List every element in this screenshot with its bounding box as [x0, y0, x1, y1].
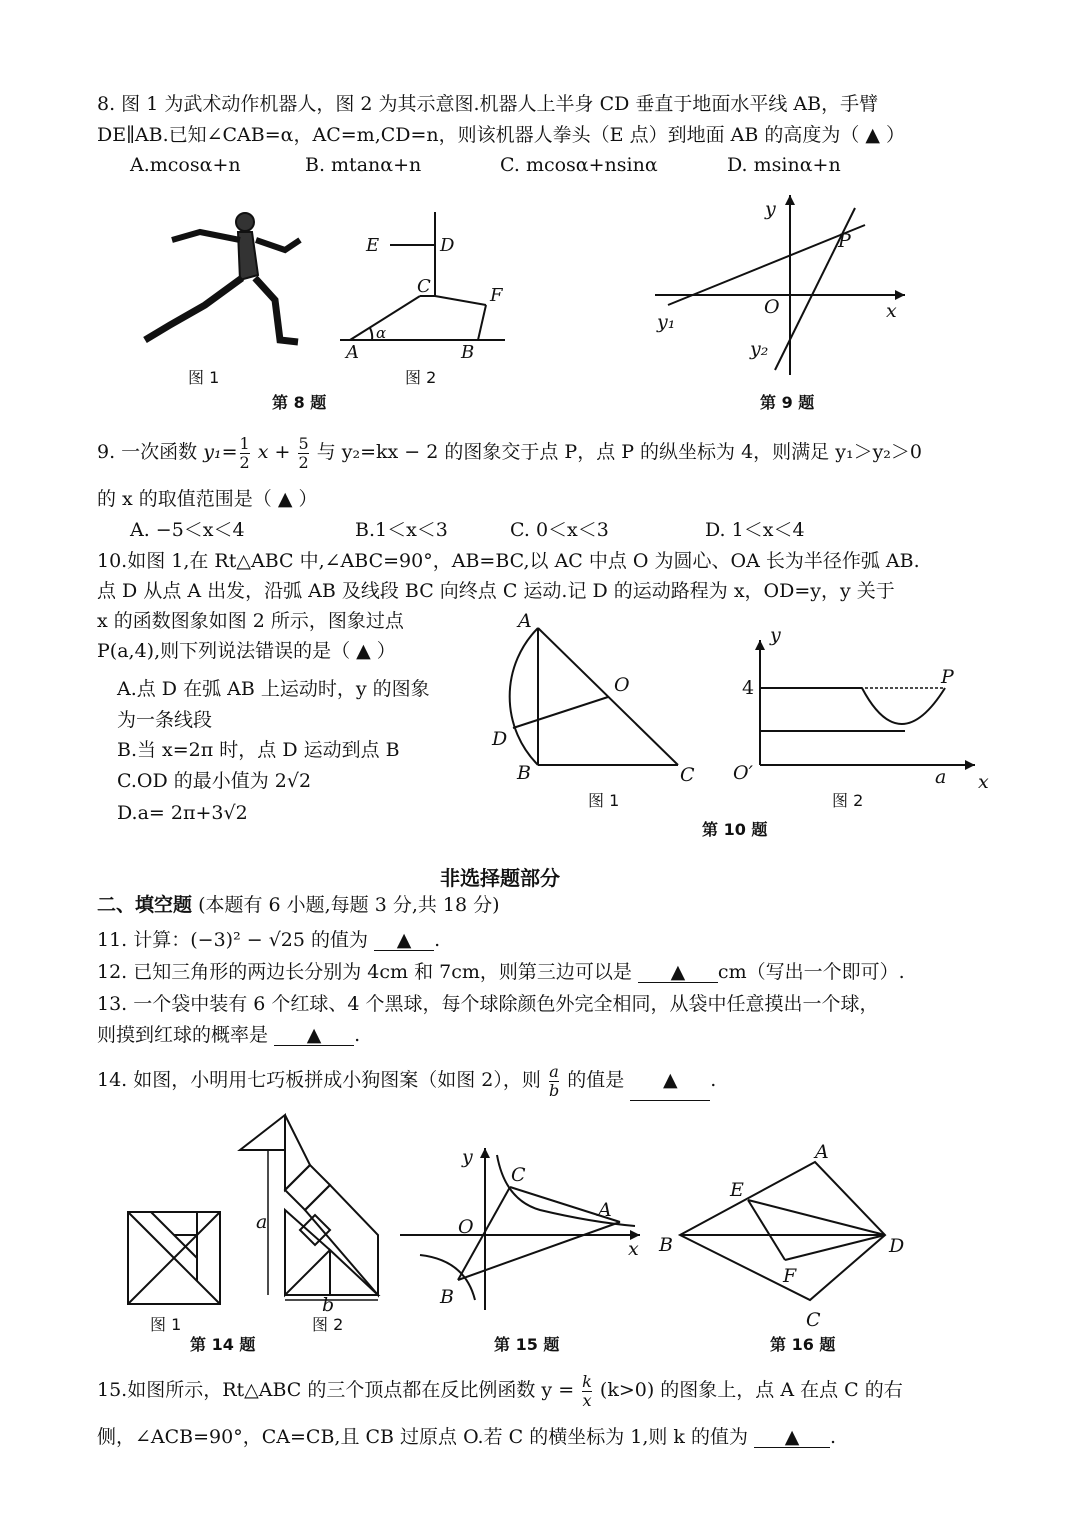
q13-line2 — [97, 1026, 360, 1046]
q9-line1 — [97, 432, 922, 472]
q16-label-e: E — [730, 1179, 744, 1201]
q10-fig1-label-c: C — [680, 764, 695, 786]
q9-option-c: C. 0＜x＜3 — [510, 519, 609, 541]
q14-blank[interactable]: ▲ — [630, 1060, 710, 1101]
q16-label-a: A — [815, 1141, 829, 1163]
q8-label-d: D — [440, 235, 455, 256]
q10-option-b: B.当 x=2π 时，点 D 运动到点 B — [117, 739, 400, 761]
q16-label-c: C — [806, 1309, 821, 1331]
q9-graph — [655, 195, 905, 375]
q8-option-d: D. msinα+n — [727, 154, 841, 176]
q10-fig2-label-y: y — [770, 624, 781, 646]
q9-label-y2: y₂ — [750, 338, 769, 360]
tangram-square — [128, 1212, 220, 1304]
q9-label-y: y — [765, 198, 776, 220]
q16-label-d: D — [889, 1235, 905, 1257]
q14-frac-num: a — [549, 1061, 559, 1081]
q14-prefix: 14. 如图，小明用七巧板拼成小狗图案（如图 2），则 — [97, 1069, 541, 1091]
q8-line1: 8. 图 1 为武术动作机器人，图 2 为其示意图.机器人上半身 CD 垂直于地面水平线 AB，手臂 — [97, 93, 879, 115]
q9-frac1-den: 2 — [239, 452, 250, 472]
q10-fig2-label-x: x — [978, 771, 989, 793]
q15-frac — [582, 1373, 592, 1410]
q15-label-x: x — [628, 1238, 639, 1260]
q15-label-o: O — [458, 1216, 474, 1238]
q10-fig1-label-o: O — [614, 674, 630, 696]
q8-label-e: E — [366, 235, 380, 256]
q13-line1: 13. 一个袋中装有 6 个红球、4 个黑球，每个球除颜色外完全相同，从袋中任意摸出一个球， — [97, 993, 879, 1015]
q9-mid1: x + — [257, 441, 291, 463]
q8-line2: DE∥AB.已知∠CAB=α，AC=m,CD=n，则该机器人拳头（E 点）到地面 AB 的高度为（ ▲ ） — [97, 124, 906, 146]
q10-option-a2: 为一条线段 — [117, 709, 213, 731]
q8-caption: 第 8 题 — [272, 393, 327, 412]
q10-option-a1: A.点 D 在弧 AB 上运动时，y 的图象 — [117, 678, 430, 700]
section-sub-note: (本题有 6 小题,每题 3 分,共 18 分) — [198, 894, 500, 916]
q16-label-b: B — [659, 1234, 673, 1256]
q12-blank[interactable]: ▲ — [638, 963, 718, 983]
q10-figure2 — [755, 640, 975, 770]
q11-text: 11. 计算：(−3)² − √25 的值为 — [97, 929, 369, 951]
q9-label-x: x — [886, 300, 897, 322]
q15-label-y: y — [462, 1146, 473, 1168]
q9-rest: 与 y₂=kx − 2 的图象交于点 P，点 P 的纵坐标为 4，则满足 y₁＞y₂＞0 — [316, 441, 923, 463]
q9-frac2-num: 5 — [298, 433, 309, 453]
q10-fig2-caption: 图 2 — [832, 791, 864, 810]
q8-fig2-caption: 图 2 — [405, 368, 437, 387]
q11-end: . — [434, 929, 441, 951]
q15-end: . — [830, 1426, 837, 1448]
q13-blank[interactable]: ▲ — [274, 1026, 354, 1046]
q9-frac2-den: 2 — [298, 452, 309, 472]
q8-label-alpha: α — [376, 324, 387, 342]
q9-caption: 第 9 题 — [760, 393, 815, 412]
q14-suffix: 的值是 — [567, 1069, 625, 1091]
q15-frac-num: k — [582, 1371, 592, 1391]
q15-blank[interactable]: ▲ — [754, 1428, 830, 1448]
q14-label-a: a — [256, 1211, 268, 1233]
tangram-dog — [240, 1115, 378, 1300]
q9-line2: 的 x 的取值范围是（ ▲ ） — [97, 488, 318, 510]
q15-label-b: B — [440, 1286, 454, 1308]
q8-fig1-caption: 图 1 — [188, 368, 220, 387]
q9-option-d: D. 1＜x＜4 — [705, 519, 805, 541]
q10-fig1-label-b: B — [517, 762, 531, 784]
q9-prefix: 9. 一次函数 — [97, 441, 198, 463]
q12-text: 12. 已知三角形的两边长分别为 4cm 和 7cm，则第三边可以是 — [97, 961, 632, 983]
q15-suffix: (k>0) 的图象上，点 A 在点 C 的右 — [599, 1379, 903, 1401]
q8-label-a: A — [346, 342, 359, 363]
q10-fig2-label-o: O′ — [733, 762, 753, 784]
q10-fig2-label-a: a — [935, 766, 947, 788]
q14-fig1-caption: 图 1 — [150, 1315, 182, 1334]
q10-option-c: C.OD 的最小值为 2√2 — [117, 770, 312, 792]
q15-frac-den: x — [582, 1390, 592, 1410]
q9-y1: y₁= — [203, 441, 238, 463]
section-sub — [97, 896, 500, 915]
q9-frac1-num: 1 — [239, 433, 250, 453]
q11 — [97, 931, 440, 951]
q8-option-b: B. mtanα+n — [305, 154, 422, 176]
q10-fig1-label-a: A — [518, 610, 532, 632]
q10-line1: 10.如图 1,在 Rt△ABC 中,∠ABC=90°，AB=BC,以 AC 中点 O 为圆心、OA 长为半径作弧 AB. — [97, 550, 920, 572]
q9-option-b: B.1＜x＜3 — [355, 519, 448, 541]
q10-line4: P(a,4),则下列说法错误的是（ ▲ ） — [97, 640, 396, 662]
q15-prefix: 15.如图所示，Rt△ABC 的三个顶点都在反比例函数 y = — [97, 1379, 575, 1401]
q12-end: cm（写出一个即可）. — [717, 961, 905, 983]
q9-frac2 — [298, 435, 308, 472]
q10-caption: 第 10 题 — [702, 820, 768, 839]
q10-option-d: D.a= 2π+3√2 — [117, 802, 248, 824]
q15-line2 — [97, 1428, 836, 1448]
robot-figure — [145, 213, 300, 342]
q14 — [97, 1060, 716, 1101]
q15-text: 侧，∠ACB=90°，CA=CB,且 CB 过原点 O.若 C 的横坐标为 1,则 k 的值为 — [97, 1426, 748, 1448]
q9-label-p: P — [838, 230, 851, 252]
q14-caption: 第 14 题 — [190, 1335, 256, 1354]
q10-fig2-label-4: 4 — [742, 677, 755, 699]
q14-label-b: b — [322, 1294, 335, 1316]
q10-fig1-caption: 图 1 — [588, 791, 620, 810]
q13-end: . — [354, 1024, 361, 1046]
q10-line2: 点 D 从点 A 出发，沿弧 AB 及线段 BC 向终点 C 运动.记 D 的运动路程为 x，OD=y，y 关于 — [97, 580, 895, 602]
q13-text: 则摸到红球的概率是 — [97, 1024, 269, 1046]
section-title: 非选择题部分 — [440, 866, 560, 890]
q14-frac-den: b — [548, 1080, 560, 1100]
q11-blank[interactable]: ▲ — [374, 931, 434, 951]
q14-frac — [549, 1063, 559, 1100]
q10-fig2-label-p: P — [941, 666, 954, 688]
q8-label-f: F — [490, 285, 503, 306]
q15-line1 — [97, 1370, 903, 1410]
q9-label-o: O — [764, 296, 780, 318]
q8-option-a: A.mcosα+n — [130, 154, 241, 176]
q15-caption: 第 15 题 — [494, 1335, 560, 1354]
section-sub-title: 二、填空题 — [97, 894, 193, 916]
q15-label-a: A — [598, 1199, 612, 1221]
q9-label-y1: y₁ — [657, 311, 676, 333]
q10-fig1-label-d: D — [492, 728, 508, 750]
q8-option-c: C. mcosα+nsinα — [500, 154, 658, 176]
q12 — [97, 963, 905, 983]
q16-label-f: F — [783, 1265, 797, 1287]
q14-fig2-caption: 图 2 — [312, 1315, 344, 1334]
q15-label-c: C — [511, 1164, 526, 1186]
q10-line3: x 的函数图象如图 2 所示，图象过点 — [97, 610, 404, 632]
q8-label-c: C — [417, 276, 431, 297]
q8-label-b: B — [461, 342, 475, 363]
q9-option-a: A. −5＜x＜4 — [130, 519, 245, 541]
q9-frac1 — [240, 435, 250, 472]
q10-figure1 — [510, 628, 678, 765]
q16-caption: 第 16 题 — [770, 1335, 836, 1354]
q14-end: . — [710, 1069, 717, 1091]
